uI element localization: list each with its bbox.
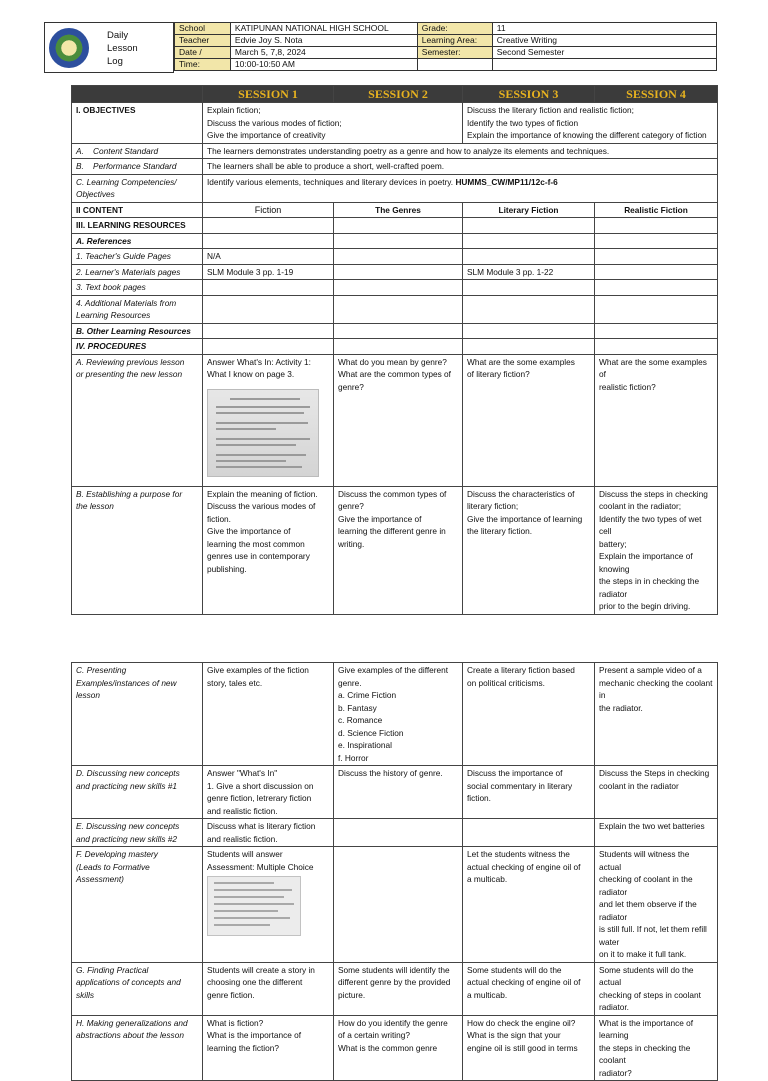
procedure-g-row xyxy=(72,962,718,1015)
performance-standard-row xyxy=(72,159,718,175)
textbook-label: 3. Text book pages xyxy=(72,280,203,296)
competency-text: Identify various elements, techniques and literary devices in poetry. xyxy=(207,176,454,187)
textbook-row xyxy=(72,280,718,296)
empty-cell xyxy=(463,339,595,355)
empty-cell xyxy=(463,819,595,847)
value-teacher: Edvie Joy S. Nota xyxy=(230,35,417,47)
procedure-b-session-4: Discuss the steps in checking coolant in the radiator; Identify the two types of wet cell battery; Explain the importance of knowing the steps in in checking the radiator prior to the begin driving. xyxy=(595,486,718,614)
empty-cell xyxy=(595,280,718,296)
procedure-c-session-3: Create a literary fiction based on political criticisms. xyxy=(463,663,595,766)
deped-seal-icon xyxy=(49,28,89,68)
procedure-d-session-2: Discuss the history of genre. xyxy=(334,766,463,819)
references-row xyxy=(72,233,718,249)
performance-standard-text: The learners shall be able to produce a short, well-crafted poem. xyxy=(203,159,718,175)
content-session-4: Realistic Fiction xyxy=(595,202,718,218)
worksheet-image xyxy=(207,389,319,477)
empty-cell xyxy=(203,280,334,296)
empty-cell xyxy=(463,233,595,249)
value-time: 10:00-10:50 AM xyxy=(230,59,417,71)
empty-cell xyxy=(334,847,463,963)
procedure-b-label: B. Establishing a purpose for the lesson xyxy=(72,486,203,614)
header-row xyxy=(175,35,717,47)
label-date: Date / xyxy=(175,47,231,59)
procedure-d-label: D. Discussing new concepts and practicing new skills #1 xyxy=(72,766,203,819)
empty-cell xyxy=(334,264,463,280)
procedures-label: IV. PROCEDURES xyxy=(72,339,203,355)
procedure-b-row xyxy=(72,486,718,614)
procedure-e-label: E. Discussing new concepts and practicing new skills #2 xyxy=(72,819,203,847)
competency-row xyxy=(72,174,718,202)
empty-cell xyxy=(203,295,334,323)
empty-cell xyxy=(417,59,492,71)
empty-cell xyxy=(72,86,203,103)
empty-cell xyxy=(334,295,463,323)
procedure-h-row xyxy=(72,1015,718,1081)
teacher-guide-row xyxy=(72,249,718,265)
label-learning-area: Learning Area: xyxy=(417,35,492,47)
procedure-g-session-3: Some students will do the actual checking of engine oil of a multicab. xyxy=(463,962,595,1015)
content-session-3: Literary Fiction xyxy=(463,202,595,218)
empty-cell xyxy=(203,339,334,355)
competency-label: C. Learning Competencies/ Objectives xyxy=(72,174,203,202)
procedure-b-session-2: Discuss the common types of genre? Give the importance of learning the different genre in writing. xyxy=(334,486,463,614)
procedure-g-label: G. Finding Practical applications of concepts and skills xyxy=(72,962,203,1015)
procedure-c-label: C. Presenting Examples/instances of new lesson xyxy=(72,663,203,766)
objectives-session-3-4: Discuss the literary fiction and realistic fiction; Identify the two types of fiction Explain the importance of knowing the different category of fiction xyxy=(463,103,718,144)
procedure-d-session-4: Discuss the Steps in checking coolant in the radiator xyxy=(595,766,718,819)
content-row xyxy=(72,202,718,218)
empty-cell xyxy=(334,819,463,847)
learner-materials-row xyxy=(72,264,718,280)
value-school: KATIPUNAN NATIONAL HIGH SCHOOL xyxy=(230,23,417,35)
content-standard-text: The learners demonstrates understanding poetry as a genre and how to analyze its elements and techniques. xyxy=(203,143,718,159)
procedure-e-row xyxy=(72,819,718,847)
procedure-g-session-4: Some students will do the actual checking of steps in coolant radiator. xyxy=(595,962,718,1015)
other-resources-row xyxy=(72,323,718,339)
procedure-d-session-1: Answer "What's In" 1. Give a short discussion on genre fiction, letrerary fiction and realistic fiction. xyxy=(203,766,334,819)
procedure-f-session-1-text: Students will answer Assessment: Multiple Choice xyxy=(207,849,314,872)
learner-materials-label: 2. Learner's Materials pages xyxy=(72,264,203,280)
objectives-row xyxy=(72,103,718,144)
procedure-a-session-1 xyxy=(203,354,334,486)
empty-cell xyxy=(595,233,718,249)
empty-cell xyxy=(595,218,718,234)
learning-resources-label: III. LEARNING RESOURCES xyxy=(72,218,203,234)
procedure-b-session-3: Discuss the characteristics of literary fiction; Give the importance of learning the literary fiction. xyxy=(463,486,595,614)
procedure-h-label: H. Making generalizations and abstractions about the lesson xyxy=(72,1015,203,1081)
session-3-heading: SESSION 3 xyxy=(463,86,595,103)
label-school: School xyxy=(175,23,231,35)
learning-resources-row xyxy=(72,218,718,234)
teacher-guide-label: 1. Teacher's Guide Pages xyxy=(72,249,203,265)
procedure-f-session-1 xyxy=(203,847,334,963)
procedure-a-label: A. Reviewing previous lesson or presenting the new lesson xyxy=(72,354,203,486)
empty-cell xyxy=(595,264,718,280)
procedure-f-session-4: Students will witness the actual checking of coolant in the radiator and let them observe if the radiator is still full. If not, let them refill water on it to make it full tank. xyxy=(595,847,718,963)
empty-cell xyxy=(463,218,595,234)
procedure-g-session-1: Students will create a story in choosing one the different genre fiction. xyxy=(203,962,334,1015)
procedure-a-session-4: What are the some examples of realistic fiction? xyxy=(595,354,718,486)
empty-cell xyxy=(595,323,718,339)
empty-cell xyxy=(203,323,334,339)
content-session-2: The Genres xyxy=(334,202,463,218)
procedure-b-session-1: Explain the meaning of fiction. Discuss the various modes of fiction. Give the importance of learning the most common genres use in contemporary publishing. xyxy=(203,486,334,614)
header-row xyxy=(175,59,717,71)
empty-cell xyxy=(334,249,463,265)
procedure-d-session-3: Discuss the importance of social commentary in literary fiction. xyxy=(463,766,595,819)
procedure-h-session-2: How do you identify the genre of a certain writing? What is the common genre xyxy=(334,1015,463,1081)
additional-materials-label: 4. Additional Materials from Learning Resources xyxy=(72,295,203,323)
other-resources-label: B. Other Learning Resources xyxy=(72,323,203,339)
session-1-heading: SESSION 1 xyxy=(203,86,334,103)
procedure-f-row xyxy=(72,847,718,963)
teacher-guide-session-1: N/A xyxy=(203,249,334,265)
procedure-a-row xyxy=(72,354,718,486)
content-standard-row xyxy=(72,143,718,159)
procedure-g-session-2: Some students will identify the different genre by the provided picture. xyxy=(334,962,463,1015)
procedure-a-session-1-text: Answer What's In: Activity 1: What I know on page 3. xyxy=(207,356,311,379)
lesson-log-table-page-1 xyxy=(71,85,718,615)
content-label: II CONTENT xyxy=(72,202,203,218)
value-date: March 5, 7,8, 2024 xyxy=(230,47,417,59)
empty-cell xyxy=(334,339,463,355)
value-grade: 11 xyxy=(492,23,716,35)
learner-materials-session-1: SLM Module 3 pp. 1-19 xyxy=(203,264,334,280)
lesson-log-table-page-2 xyxy=(71,662,718,1081)
empty-cell xyxy=(203,233,334,249)
references-label: A. References xyxy=(72,233,203,249)
header-info-table xyxy=(174,22,717,71)
procedure-a-session-3: What are the some examples of literary fiction? xyxy=(463,354,595,486)
empty-cell xyxy=(595,339,718,355)
label-teacher: Teacher xyxy=(175,35,231,47)
header-row xyxy=(175,47,717,59)
procedure-e-session-4: Explain the two wet batteries xyxy=(595,819,718,847)
log-title: Daily Lesson Log xyxy=(107,30,138,67)
procedure-c-row xyxy=(72,663,718,766)
session-4-heading: SESSION 4 xyxy=(595,86,718,103)
value-semester: Second Semester xyxy=(492,47,716,59)
assessment-image xyxy=(207,876,301,936)
procedure-d-row xyxy=(72,766,718,819)
procedure-f-label: F. Developing mastery (Leads to Formative Assessment) xyxy=(72,847,203,963)
performance-standard-label: B. Performance Standard xyxy=(72,159,203,175)
session-header-row xyxy=(72,86,718,103)
procedure-a-session-2: What do you mean by genre? What are the common types of genre? xyxy=(334,354,463,486)
procedure-h-session-1: What is fiction? What is the importance of learning the fiction? xyxy=(203,1015,334,1081)
header-row xyxy=(175,23,717,35)
empty-cell xyxy=(334,218,463,234)
session-2-heading: SESSION 2 xyxy=(334,86,463,103)
label-semester: Semester: xyxy=(417,47,492,59)
procedure-c-session-4: Present a sample video of a mechanic checking the coolant in the radiator. xyxy=(595,663,718,766)
procedures-row xyxy=(72,339,718,355)
competency-cell xyxy=(203,174,718,202)
value-learning-area: Creative Writing xyxy=(492,35,716,47)
competency-code: HUMMS_CW/MP11/12c-f-6 xyxy=(455,176,558,187)
label-grade: Grade: xyxy=(417,23,492,35)
empty-cell xyxy=(334,280,463,296)
objectives-session-1-2: Explain fiction; Discuss the various modes of fiction; Give the importance of creativity xyxy=(203,103,463,144)
content-session-1: Fiction xyxy=(203,202,334,218)
empty-cell xyxy=(595,295,718,323)
procedure-c-session-1: Give examples of the fiction story, tales etc. xyxy=(203,663,334,766)
empty-cell xyxy=(334,233,463,249)
procedure-c-session-2: Give examples of the different genre. a. Crime Fiction b. Fantasy c. Romance d. Science Fiction e. Inspirational f. Horror xyxy=(334,663,463,766)
empty-cell xyxy=(334,323,463,339)
empty-cell xyxy=(463,295,595,323)
procedure-f-session-3: Let the students witness the actual checking of engine oil of a multicab. xyxy=(463,847,595,963)
empty-cell xyxy=(463,280,595,296)
learner-materials-session-3: SLM Module 3 pp. 1-22 xyxy=(463,264,595,280)
procedure-h-session-4: What is the importance of learning the steps in checking the coolant radiator? xyxy=(595,1015,718,1081)
additional-materials-row xyxy=(72,295,718,323)
empty-cell xyxy=(463,323,595,339)
procedure-h-session-3: How do check the engine oil? What is the sign that your engine oil is still good in terms xyxy=(463,1015,595,1081)
empty-cell xyxy=(595,249,718,265)
label-time: Time: xyxy=(175,59,231,71)
empty-cell xyxy=(492,59,716,71)
objectives-label: I. OBJECTIVES xyxy=(72,103,203,144)
content-standard-label: A. Content Standard xyxy=(72,143,203,159)
procedure-e-session-1: Discuss what is literary fiction and realistic fiction. xyxy=(203,819,334,847)
logo-block xyxy=(44,22,174,73)
empty-cell xyxy=(463,249,595,265)
empty-cell xyxy=(203,218,334,234)
